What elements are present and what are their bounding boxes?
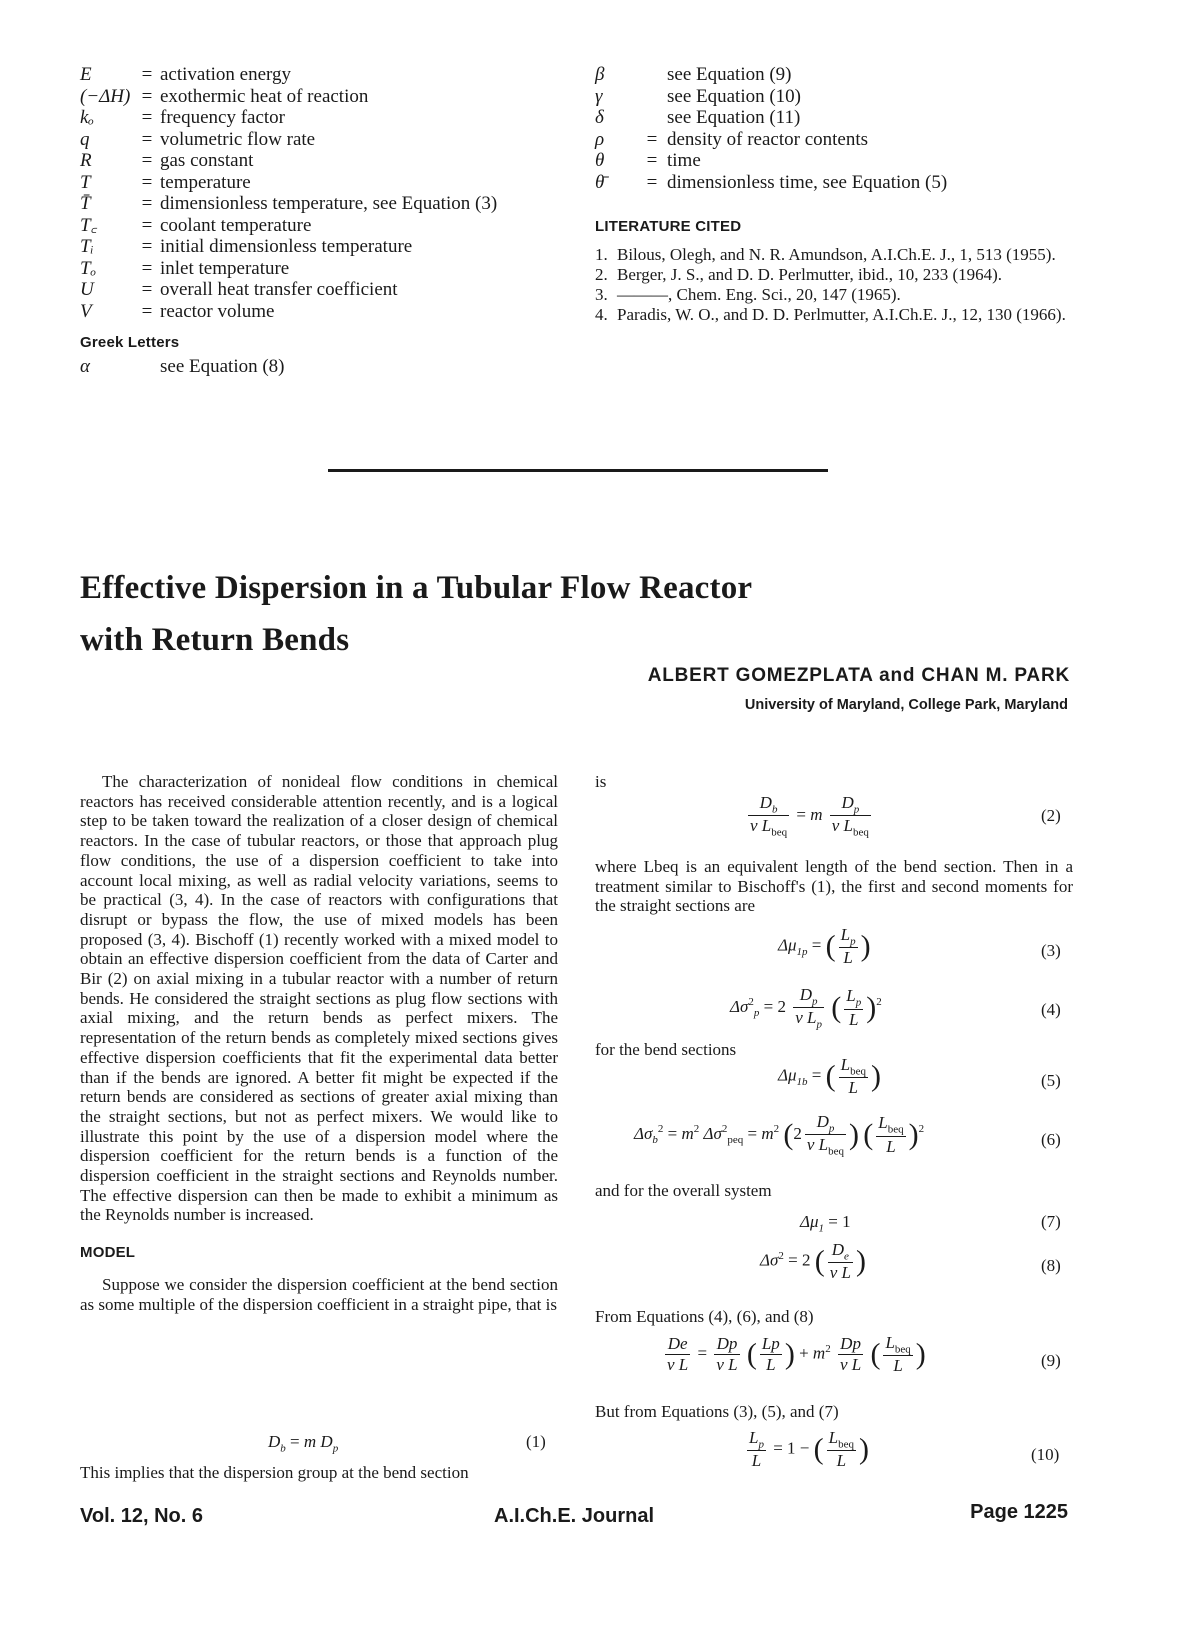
nomenclature-entry: [80, 129, 560, 151]
nomenclature-equals: =: [141, 64, 153, 85]
bend-sections-text: for the bend sections: [595, 1040, 737, 1059]
nomenclature-description: see Equation (10): [667, 85, 802, 107]
nomenclature-symbol: E: [80, 64, 92, 85]
equation-8-number: (8): [1041, 1256, 1061, 1275]
nomenclature-equals: =: [141, 150, 153, 171]
greek-letters-right: [595, 64, 1095, 193]
nomenclature-entry: [80, 172, 560, 194]
article-title-line-1: Effective Dispersion in a Tubular Flow Reactor: [80, 570, 753, 606]
nomenclature-description: overall heat transfer coefficient: [160, 279, 398, 300]
reference-number: 4.: [595, 305, 608, 324]
greek-letters-left: [80, 356, 560, 378]
but-from-equations-text: But from Equations (3), (5), and (7): [595, 1402, 839, 1421]
footer-page: Page 1225: [970, 1501, 1068, 1523]
equation-6-number: (6): [1041, 1130, 1061, 1149]
nomenclature-description: see Equation (8): [160, 355, 285, 377]
footer-journal: A.I.Ch.E. Journal: [494, 1505, 655, 1527]
nomenclature-description: inlet temperature: [160, 257, 290, 279]
reference-list: [595, 245, 1073, 325]
nomenclature-description: coolant temperature: [160, 214, 312, 236]
equation-10-number: (10): [1031, 1445, 1060, 1464]
nomenclature-description: exothermic heat of reaction: [160, 85, 369, 107]
nomenclature-entry: [80, 64, 560, 86]
left-column: [80, 772, 558, 1314]
nomenclature-list: [80, 64, 560, 377]
nomenclature-equals: [637, 107, 667, 129]
nomenclature-rows: [80, 64, 560, 322]
nomenclature-equals: =: [141, 85, 153, 107]
footer-volume: Vol. 12, No. 6: [80, 1505, 203, 1527]
nomenclature-entry: [80, 107, 560, 129]
reference-number: 3.: [595, 285, 608, 304]
greek-letters-heading: Greek Letters: [80, 334, 180, 351]
nomenclature-entry: [80, 258, 560, 280]
equation-5-number: (5): [1041, 1071, 1061, 1090]
equation-9-number: (9): [1041, 1351, 1061, 1370]
reference-item: [595, 265, 1073, 285]
nomenclature-description: see Equation (11): [667, 107, 801, 128]
nomenclature-entry: [595, 86, 1095, 108]
article-affiliation: University of Maryland, College Park, Maryland: [744, 697, 1068, 713]
article-title-line-2: with Return Bends: [80, 622, 350, 658]
article-title: [80, 562, 1080, 666]
model-paragraph: Suppose we consider the dispersion coefficient at the bend section as some multiple of the dispersion coefficient in a straight pipe, that is: [80, 1274, 558, 1314]
nomenclature-description: dimensionless time, see Equation (5): [667, 171, 948, 193]
nomenclature-entry: [595, 64, 1095, 86]
nomenclature-description: temperature: [160, 171, 251, 193]
equation-4: $\Delta\sigma^2_p = 2$ $\frac{D_p}{v L_p}$ ( $\frac{L_p}{L}$ )$^2$: [730, 985, 882, 1031]
nomenclature-equals: [637, 64, 667, 86]
nomenclature-symbol: T: [80, 171, 91, 193]
nomenclature-equals: =: [141, 107, 153, 128]
is-text: is: [595, 772, 607, 791]
nomenclature-entry: [80, 215, 560, 237]
nomenclature-symbol: β: [595, 64, 605, 85]
nomenclature-symbol: T̄: [80, 193, 91, 214]
nomenclature-entry: [595, 129, 1095, 151]
nomenclature-symbol: δ: [595, 107, 604, 128]
nomenclature-entry: [595, 150, 1095, 172]
nomenclature-symbol: ρ: [595, 128, 605, 150]
nomenclature-equals: [637, 86, 667, 108]
literature-cited-heading: LITERATURE CITED: [595, 218, 742, 235]
nomenclature-symbol: q: [80, 128, 90, 150]
nomenclature-symbol: α: [80, 355, 90, 377]
nomenclature-equals: =: [646, 171, 658, 193]
equation-8: $\Delta\sigma^2 = 2$ ( $\frac{D_e}{\text{v L}}$ ): [760, 1240, 866, 1283]
equation-3-number: (3): [1041, 941, 1061, 960]
nomenclature-equals: =: [141, 279, 153, 300]
nomenclature-symbol: T꜀: [80, 214, 98, 236]
nomenclature-description: volumetric flow rate: [160, 128, 316, 150]
from-equations-text: From Equations (4), (6), and (8): [595, 1307, 814, 1326]
nomenclature-entry: [80, 301, 560, 323]
nomenclature-description: time: [667, 150, 701, 171]
nomenclature-symbol: (−ΔH): [80, 85, 131, 107]
nomenclature-description: density of reactor contents: [667, 128, 869, 150]
nomenclature-equals: [134, 356, 160, 378]
model-heading: MODEL: [80, 1244, 136, 1262]
greek-rows: [595, 64, 1095, 193]
nomenclature-symbol: θ: [595, 150, 605, 171]
equation-1: $D_b = m$ $D_p$: [268, 1432, 339, 1455]
reference-item: [595, 285, 1073, 305]
nomenclature-entry: [80, 279, 560, 301]
intro-paragraph: The characterization of nonideal flow conditions in chemical reactors has received considerable attention recently, and is a logical step to be taken toward the realization of a closer design of chemical reactors. In the case of tubular reactors, or those that approach plug flow conditions, the use of a dispersion coefficient to take into account local mixing, as well as radial velocity variations, seems to be practical (3, 4). In the case of reactors with configurations that disrupt or bypass the flow, the use of mixed models has been proposed (3, 4). Bischoff (1) recently worked with a mixed model to obtain an effective dispersion coefficient from the data of Carter and Bir (2) on axial mixing in a tubular reactor with a number of return bends. He considered the straight sections as plug flow sections with axial mixing, and the return bends as perfect mixers. The representation of the return bends as completely mixed sections gives effective dispersion coefficients that fit the experimental data better than if the bends are ignored. A better fit might be expected if the return bends are considered as sections of greater axial mixing than the straight sections, but not as perfect mixers. We would like to illustrate this point by the use of a dispersion model where the dispersion coefficient for the return bends is a function of the dispersion coefficient in the straight sections and Reynolds number. The effective dispersion can then be made to exhibit a minimum as the Reynolds number is increased.: [80, 772, 558, 1225]
nomenclature-symbol: Tₒ: [80, 257, 96, 279]
equation-4-number: (4): [1041, 1000, 1061, 1019]
equation-2: $\frac{D_b}{v L_{beq}}$ = m $\frac{D_p}{v L_{beq}}$: [750, 793, 869, 839]
nomenclature-symbol: kₒ: [80, 107, 94, 128]
equation-6: $\Delta\sigma_b^2 = m^2$ $\Delta\sigma^2_{peq} = m^2$ (2 $\frac{D_p}{v L_{beq}}$ ) ( $\frac{L_{beq}}{L}$ )$^2$: [634, 1112, 925, 1158]
article-authors: ALBERT GOMEZPLATA and CHAN M. PARK: [647, 665, 1070, 686]
equation-7: $\Delta\mu_1 = 1$: [800, 1212, 851, 1235]
equation-7-number: (7): [1041, 1212, 1061, 1231]
nomenclature-equals: =: [141, 171, 153, 193]
nomenclature-description: initial dimensionless temperature: [160, 236, 413, 257]
nomenclature-entry: [80, 86, 560, 108]
nomenclature-equals: =: [646, 150, 658, 171]
nomenclature-equals: =: [141, 236, 153, 257]
nomenclature-entry: [595, 172, 1095, 194]
section-divider: [328, 469, 828, 472]
equation-9: $\frac{De}{\text{v L}}$ = $\frac{Dp}{\text{v L}}$ ( $\frac{Lp}{L}$ ) + $m^2$ $\frac{Dp}{\text{v L}}$ ( $\frac{L_{beq}}{L}$ ): [667, 1333, 926, 1376]
nomenclature-symbol: Tᵢ: [80, 236, 94, 257]
where-paragraph: where Lbeq is an equivalent length of the bend section. Then in a treatment similar to Bischoff's (1), the first and second moments for the straight sections are: [595, 857, 1073, 916]
nomenclature-equals: =: [141, 128, 153, 150]
nomenclature-symbol: R: [80, 150, 92, 171]
nomenclature-equals: =: [141, 257, 153, 279]
overall-system-text: and for the overall system: [595, 1181, 772, 1200]
equation-5: $\Delta\mu_{1b}$ = ( $\frac{L_{beq}}{L}$ ): [778, 1055, 881, 1098]
reference-text: Paradis, W. O., and D. D. Perlmutter, A.I.Ch.E. J., 12, 130 (1966).: [617, 305, 1066, 324]
equation-1-number: (1): [526, 1432, 546, 1451]
nomenclature-entry: [80, 150, 560, 172]
reference-item: [595, 245, 1073, 265]
nomenclature-entry: [80, 236, 560, 258]
reference-text: ———, Chem. Eng. Sci., 20, 147 (1965).: [617, 285, 901, 304]
reference-text: Berger, J. S., and D. D. Perlmutter, ibid., 10, 233 (1964).: [617, 265, 1003, 284]
nomenclature-description: activation energy: [160, 64, 292, 85]
literature-cited: [595, 218, 1073, 325]
nomenclature-equals: =: [646, 128, 658, 150]
nomenclature-entry: [80, 193, 560, 215]
nomenclature-symbol: V: [80, 300, 92, 322]
reference-number: 2.: [595, 265, 608, 284]
reference-item: [595, 305, 1073, 325]
nomenclature-description: gas constant: [160, 150, 254, 171]
bend-dispersion-paragraph: This implies that the dispersion group at the bend section: [80, 1463, 469, 1482]
nomenclature-entry: [80, 356, 560, 378]
nomenclature-description: see Equation (9): [667, 64, 792, 85]
equation-3: $\Delta\mu_{1p}$ = ( $\frac{L_p}{L}$ ): [778, 925, 871, 968]
reference-text: Bilous, Olegh, and N. R. Amundson, A.I.Ch.E. J., 1, 513 (1955).: [617, 245, 1056, 264]
nomenclature-equals: =: [141, 214, 153, 236]
nomenclature-symbol: θ̄: [595, 171, 605, 193]
nomenclature-description: frequency factor: [160, 107, 286, 128]
nomenclature-equals: =: [141, 193, 153, 214]
reference-number: 1.: [595, 245, 608, 264]
nomenclature-symbol: γ: [595, 85, 603, 107]
equation-10: $\frac{L_p}{L}$ = 1 − ( $\frac{L_{beq}}{L}$ ): [749, 1428, 870, 1471]
nomenclature-equals: =: [141, 300, 153, 322]
nomenclature-entry: [595, 107, 1095, 129]
nomenclature-description: reactor volume: [160, 300, 275, 322]
equation-2-number: (2): [1041, 806, 1061, 825]
nomenclature-symbol: U: [80, 279, 94, 300]
nomenclature-description: dimensionless temperature, see Equation (3): [160, 193, 498, 214]
